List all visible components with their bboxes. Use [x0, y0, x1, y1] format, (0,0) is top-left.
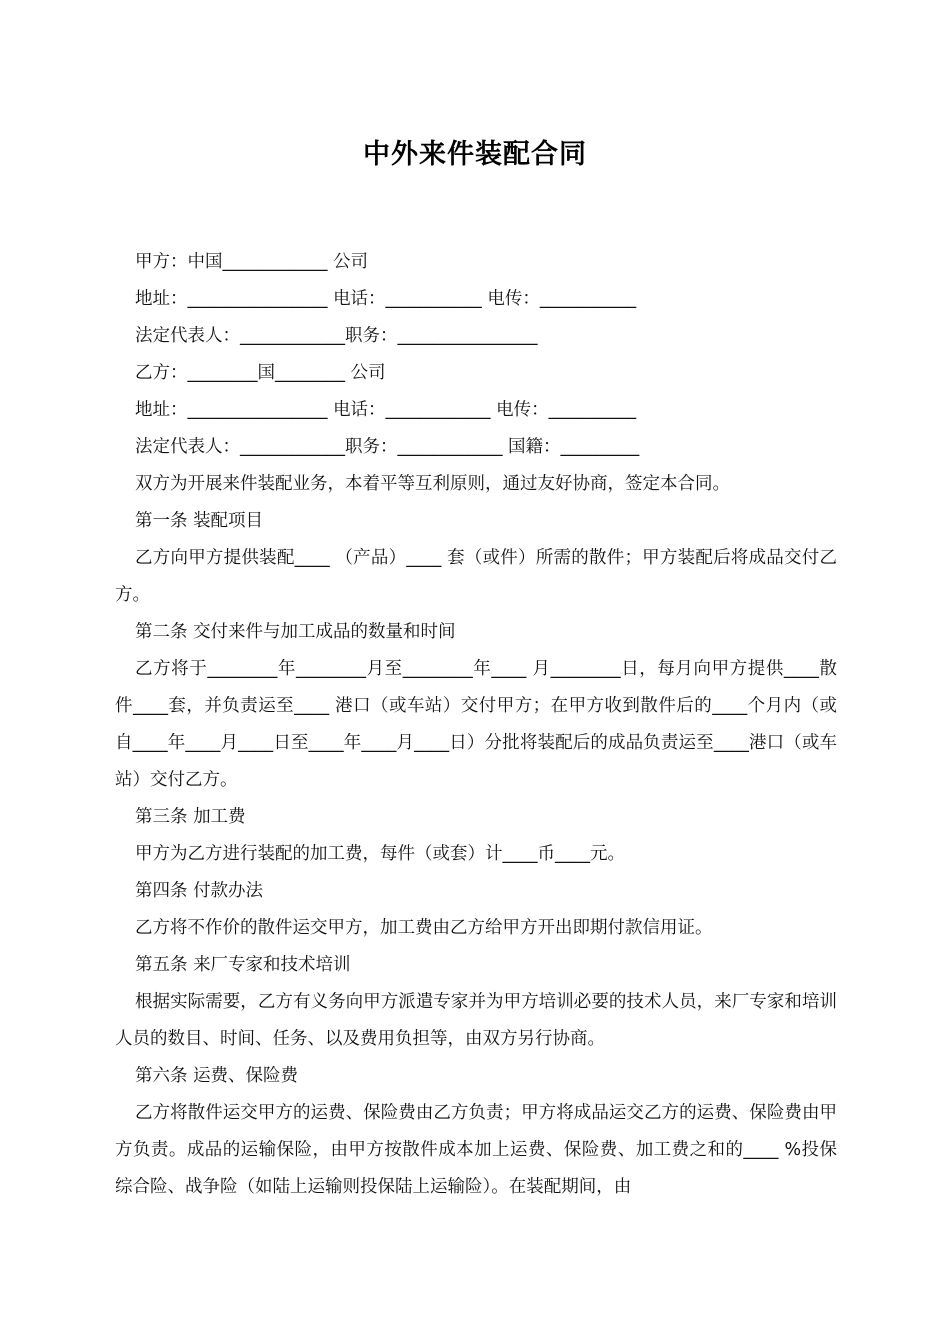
party-a-representative-line: 法定代表人：____________职务：________________ [135, 326, 538, 346]
article-1-text: 乙方向甲方提供装配____ （产品）____ 套（或件）所需的散件；甲方装配后将成品交付乙方。 [115, 548, 837, 605]
article-6-text: 乙方将散件运交甲方的运费、保险费由乙方负责；甲方将成品运交乙方的运费、保险费由甲方负责。成品的运输保险，由甲方按散件成本加上运费、保险费、加工费之和的____ %投保综合险、战争险（如陆上运输则投保陆上运输险）。在装配期间，由 [115, 1103, 837, 1197]
article-4-text: 乙方将不作价的散件运交甲方，加工费由乙方给甲方开出即期付款信用证。 [135, 918, 713, 938]
article-3-text: 甲方为乙方进行装配的加工费，每件（或套）计____币____元。 [135, 844, 625, 864]
party-b-name-line: 乙方：________国________ 公司 [135, 363, 386, 383]
article-4-heading: 第四条 付款办法 [135, 881, 264, 901]
party-a-name-line: 甲方：中国____________ 公司 [135, 252, 369, 272]
party-b-representative-line: 法定代表人：____________职务：____________ 国籍：_________ [135, 437, 640, 457]
party-b-address-line: 地址：________________ 电话：____________ 电传：__________ [135, 400, 637, 420]
article-2-text: 乙方将于________年________月至________年____ 月________日，每月向甲方提供____散件____套，并负责运至____ 港口（或车站）交付甲方；在甲方收到散件后的____个月内（或自____年____月____日至____年____月____日）分批将装配后的成品负责运至____港口（或车站）交付乙方。 [115, 659, 837, 790]
preamble: 双方为开展来件装配业务，本着平等互利原则，通过友好协商，签定本合同。 [135, 474, 730, 494]
article-6-heading: 第六条 运费、保险费 [135, 1066, 299, 1086]
article-1-heading: 第一条 装配项目 [135, 511, 264, 531]
article-2-heading: 第二条 交付来件与加工成品的数量和时间 [135, 622, 456, 642]
article-5-text: 根据实际需要，乙方有义务向甲方派遣专家并为甲方培训必要的技术人员，来厂专家和培训人员的数目、时间、任务、以及费用负担等，由双方另行协商。 [115, 992, 837, 1049]
party-a-address-line: 地址：________________ 电话：___________ 电传：___________ [135, 289, 637, 309]
document-title: 中外来件装配合同 [363, 139, 587, 170]
article-3-heading: 第三条 加工费 [135, 807, 246, 827]
document-body [115, 244, 837, 1206]
article-5-heading: 第五条 来厂专家和技术培训 [135, 955, 351, 975]
